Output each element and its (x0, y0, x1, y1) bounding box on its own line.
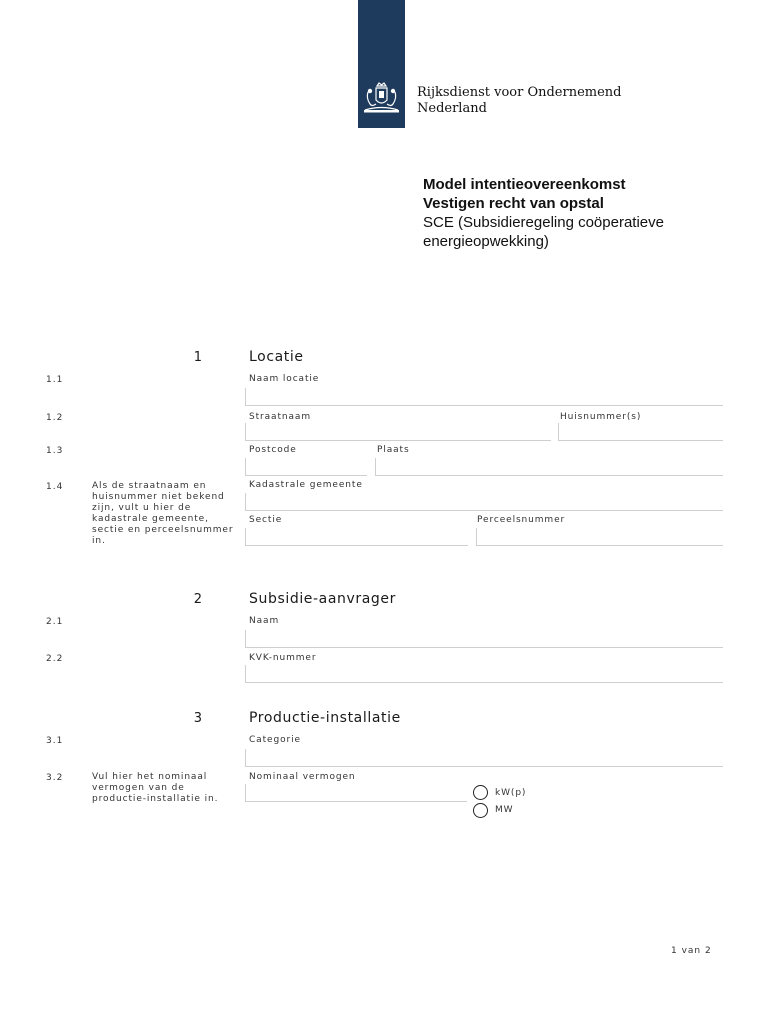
applicant-name-label: Naam (249, 616, 280, 626)
cadastral-section-label: Sectie (249, 515, 283, 525)
q3-2-number: 3.2 (46, 773, 64, 783)
section3-number: 3 (193, 711, 202, 726)
title-line1: Model intentieovereenkomst (423, 176, 626, 193)
q3-2-note: Vul hier het nominaal vermogen van de productie-installatie in. (92, 772, 219, 804)
organization-line1: Rijksdienst voor Ondernemend (417, 85, 622, 100)
unit-kwp-label: kW(p) (495, 788, 527, 798)
q1-4-number: 1.4 (46, 482, 64, 492)
postcode-field[interactable] (245, 458, 367, 476)
unit-kwp-radio[interactable] (473, 785, 488, 800)
street-label: Straatnaam (249, 412, 312, 422)
title-line2: Vestigen recht van opstal (423, 195, 604, 212)
category-label: Categorie (249, 735, 301, 745)
city-field[interactable] (375, 458, 723, 476)
house-number-label: Huisnummer(s) (560, 412, 642, 422)
subtitle-line2: energieopwekking) (423, 233, 549, 250)
location-name-label: Naam locatie (249, 374, 320, 384)
city-label: Plaats (377, 445, 410, 455)
q2-2-number: 2.2 (46, 654, 64, 664)
coat-of-arms-icon (362, 80, 401, 116)
category-field[interactable] (245, 749, 723, 767)
q2-1-number: 2.1 (46, 617, 64, 627)
q3-1-number: 3.1 (46, 736, 64, 746)
parcel-number-field[interactable] (476, 528, 723, 546)
section2-number: 2 (193, 592, 202, 607)
location-name-field[interactable] (245, 388, 723, 406)
section3-title: Productie-installatie (249, 710, 401, 726)
q1-1-number: 1.1 (46, 375, 64, 385)
page-number: 1 van 2 (671, 946, 712, 956)
subtitle-line1: SCE (Subsidieregeling coöperatieve (423, 214, 664, 231)
cadastral-section-field[interactable] (245, 528, 468, 546)
kvk-number-field[interactable] (245, 665, 723, 683)
cadastral-municipality-field[interactable] (245, 493, 723, 511)
organization-name (417, 85, 621, 117)
organization-line2: Nederland (417, 101, 487, 116)
q1-2-number: 1.2 (46, 413, 64, 423)
document-title (423, 175, 723, 251)
section1-title: Locatie (249, 349, 304, 365)
street-field[interactable] (245, 423, 551, 441)
house-number-field[interactable] (558, 423, 723, 441)
nominal-power-label: Nominaal vermogen (249, 772, 356, 782)
applicant-name-field[interactable] (245, 630, 723, 648)
q1-3-number: 1.3 (46, 446, 64, 456)
section1-number: 1 (193, 350, 202, 365)
section2-title: Subsidie-aanvrager (249, 591, 396, 607)
nominal-power-field[interactable] (245, 784, 467, 802)
logo-bar (358, 0, 405, 128)
unit-mw-radio[interactable] (473, 803, 488, 818)
q1-4-note: Als de straatnaam en huisnummer niet bekend zijn, vult u hier de kadastrale gemeente, sectie en perceelsnummer in. (92, 481, 234, 546)
cadastral-municipality-label: Kadastrale gemeente (249, 480, 363, 490)
kvk-number-label: KVK-nummer (249, 653, 317, 663)
unit-mw-label: MW (495, 805, 514, 815)
postcode-label: Postcode (249, 445, 297, 455)
parcel-number-label: Perceelsnummer (477, 515, 566, 525)
